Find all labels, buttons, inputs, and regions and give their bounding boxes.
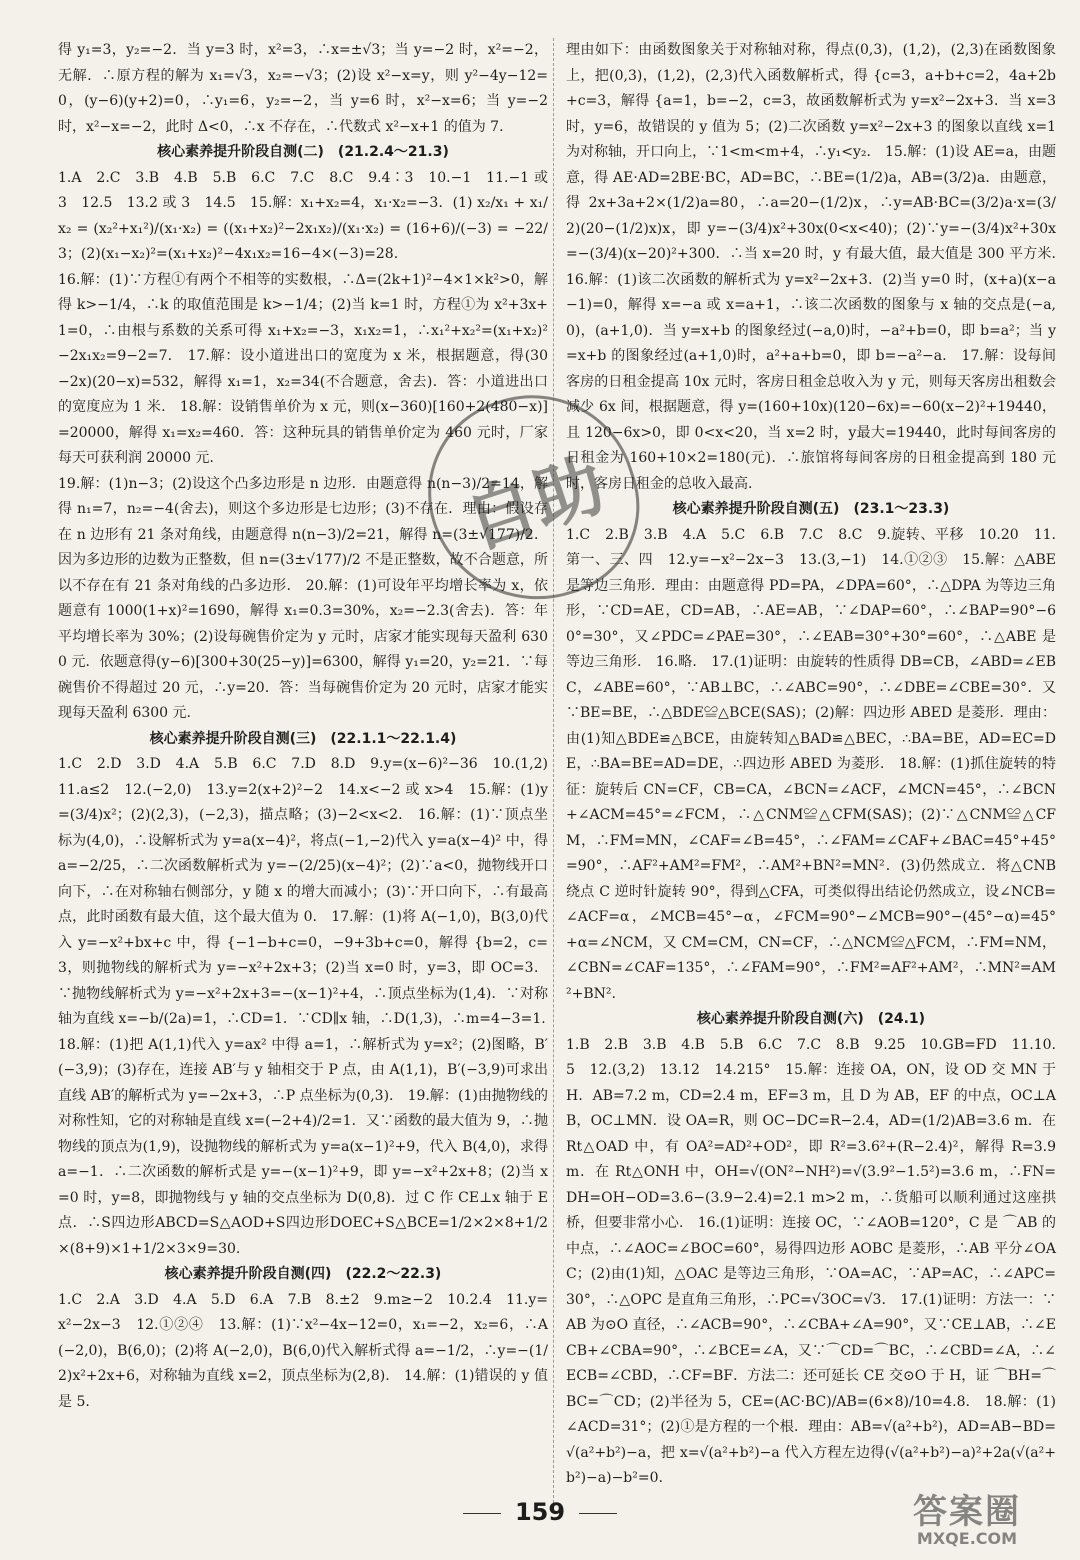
section-title: 核心素养提升阶段自测(二)	[157, 144, 324, 160]
answer-paragraph: 1.B 2.B 3.B 4.B 5.B 6.C 7.C 8.B 9.25 10.GB=FD 11.10.5 12.(3,2) 13.12 14.215° 15.解：连接 OA，ON，设 OD 交 MN 于 H．AB=7.2 m，CD=2.4 m，EF=3 m，且 D 为 AB，EF 的中点，OC⊥AB，OC⊥MN．设 OA=R，则 OC−DC=R−2.4，AD=(1/2)AB=3.6 m．在 Rt△OAD 中，有 OA²=AD²+OD²，即 R²=3.6²+(R−2.4)²，解得 R=3.9 m．在 Rt△ONH 中，OH=√(ON²−NH²)=√(3.9²−1.5²)=3.6 m，∴FN=DH=OH−OD=3.6−(3.9−2.4)=2.1 m>2 m，∴货船可以顺利通过这座拱桥，但要非常小心. 16.(1)证明：连接 OC，∵∠AOB=120°，C 是 ⌒AB 的中点，∴∠AOC=∠BOC=60°，易得四边形 AOBC 是菱形，∴AB 平分∠OAC；(2)由(1)知，△OAC 是等边三角形，∵OA=AC，∵AP=AC，∴∠APC=30°，∴△OPC 是直角三角形，∴PC=√3OC=√3. 17.(1)证明：方法一：∵AB 为⊙O 直径，∴∠ACB=90°，∴∠CBA+∠A=90°，又∵CE⊥AB，∴∠ECB+∠CBA=90°，∴∠BCE=∠A，又∵⌒CD=⌒BC，∴∠CBD=∠A，∴∠ECB=∠CBD，∴CF=BF．方法二：还可延长 CE 交⊙O 于 H，证 ⌒BH=⌒BC=⌒CD；(2)半径为 5，CE=(AC·BC)/AB=(6×8)/10=4.8. 18.解：(1)∠ACD=31°；(2)①是方程的一个根．理由：AB=√(a²+b²)，AD=AB−BD=√(a²+b²)−a，把 x=√(a²+b²)−a 代入方程左边得(√(a²+b²)−a)²+2a(√(a²+b²)−a)−b²=0.	[566, 1036, 1056, 1486]
right-column	[566, 38, 1070, 1492]
answer-paragraph: 1.C 2.A 3.D 4.A 5.D 6.A 7.B 8.±2 9.m≥−2 10.2.4 11.y=x²−2x−3 12.①②④ 13.解：(1)∵x²−4x−12=0，x₁=−2，x₂=6，∴A(−2,0)，B(6,0)；(2)将 A(−2,0)，B(6,0)代入解析式得 a=−1/2，∴y=−(1/2)x²+2x+6，对称轴为直线 x=2，顶点坐标为(2,8). 14.解：(1)错误的 y 值是 5.	[58, 1291, 548, 1410]
answer-paragraph: 1.C 2.B 3.B 4.A 5.C 6.B 7.C 8.C 9.旋转、平移 10.20 11.第一、三、四 12.y=−x²−2x−3 13.(3,−1) 14.①②③ 15.解：△ABE 是等边三角形．理由：由题意得 PD=PA，∠DPA=60°，∴△DPA 为等边三角形，∵CD=AE，CD=AB，∴AE=AB，∵∠DAP=60°，∴∠BAP=90°−60°=30°，又∠PDC=∠PAE=30°，∴∠EAB=30°+30°=60°，∴△ABE 是等边三角形. 16.略. 17.(1)证明：由旋转的性质得 DB=CB，∠ABD=∠EBC，∠ABE=60°，∵AB⊥BC，∴∠ABC=90°，∴∠DBE=∠CBE=30°．又∵BE=BE，∴△BDE≌△BCE(SAS)；(2)解：四边形 ABED 是菱形．理由：由(1)知△BDE≌△BCE，由旋转知△BAD≌△BEC，∴BA=BE，AD=EC=DE，∴BA=BE=AD=DE，∴四边形 ABED 为菱形. 18.解：(1)抓住旋转的特征：旋转后 CN=CF，CB=CA，∠BCN=∠ACF，∠MCN=45°，∴∠BCN+∠ACM=45°=∠FCM，∴△CNM≌△CFM(SAS)；(2)∵△CNM≌△CFM，∴FM=MN，∠CAF=∠B=45°，∴∠FAM=∠CAF+∠BAC=45°+45°=90°，∴AF²+AM²=FM²，∴AM²+BN²=MN²．(3)仍然成立．将△CNB 绕点 C 逆时针旋转 90°，得到△CFA，可类似得出结论仍然成立，设∠NCB=∠ACF=α，∠MCB=45°−α，∠FCM=90°−∠MCB=90°−(45°−α)=45°+α=∠NCM，又 CM=CM，CN=CF，∴△NCM≌△FCM，∴FM=NM，∠CBN=∠CAF=135°，∴∠FAM=90°，∴FM²=AF²+AM²，∴MN²=AM²+BN².	[566, 526, 1056, 1002]
answer-paragraph: 16.解：(1)∵方程①有两个不相等的实数根，∴Δ=(2k+1)²−4×1×k²>0，解得 k>−1/4，∴k 的取值范围是 k>−1/4；(2)当 k=1 时，方程①为 x²+3x+1=0，∴由根与系数的关系可得 x₁+x₂=−3，x₁x₂=1，∴x₁²+x₂²=(x₁+x₂)²−2x₁x₂=9−2=7. 17.解：设小道进出口的宽度为 x 米，根据题意，得(30−2x)(20−x)=532，解得 x₁=1，x₂=34(不合题意，舍去)．答：小道进出口的宽度应为 1 米. 18.解：设销售单价为 x 元，则(x−360)[160+2(480−x)]=20000，解得 x₁=x₂=460．答：这种玩具的销售单价定为 460 元时，厂家每天可获利润 20000 元.	[58, 271, 548, 466]
answer-paragraph: 18.解：(1)把 A(1,1)代入 y=ax² 中得 a=1，∴解析式为 y=x²；(2)图略，B′(−3,9)；(3)存在，连接 AB′与 y 轴相交于 P 点，由 A(1,1)，B′(−3,9)可求出直线 AB′的解析式为 y=−2x+3，∴P 点坐标为(0,3). 19.解：(1)由抛物线的对称性知，它的对称轴是直线 x=(−2+4)/2=1．又∵函数的最大值为 9，∴抛物线的顶点为(1,9)，设抛物线的解析式为 y=a(x−1)²+9，代入 B(4,0)，求得 a=−1．∴二次函数的解析式是 y=−(x−1)²+9，即 y=−x²+2x+8；(2)当 x=0 时，y=8，即抛物线与 y 轴的交点坐标为 D(0,8)．过 C 作 CE⊥x 轴于 E 点．∴S四边形ABCD=S△AOD+S四边形DOEC+S△BCE=1/2×2×8+1/2×(8+9)×1+1/2×3×9=30.	[58, 1036, 548, 1257]
left-column	[58, 38, 562, 1415]
watermark-text: 答案圈	[913, 1492, 1021, 1532]
section-range: (21.2.4～21.3)	[337, 144, 449, 160]
section-title: 核心素养提升阶段自测(五)	[672, 501, 840, 517]
section-heading	[58, 1262, 548, 1288]
section-heading	[58, 140, 548, 166]
section-heading	[58, 727, 548, 753]
column-divider	[553, 38, 554, 1508]
page-number: 159	[514, 1498, 566, 1526]
answer-paragraph: 1.C 2.D 3.D 4.A 5.B 6.C 7.D 8.D 9.y=(x−6)²−36 10.(1,2) 11.a≤2 12.(−2,0) 13.y=2(x+2)²−2 14.x<−2 或 x>4 15.解：(1)y=(3/4)x²；(2)(2,3)，(−2,3)，描点略；(3)−2<x<2. 16.解：(1)∵顶点坐标为(4,0)，∴设解析式为 y=a(x−4)²，将点(−1,−2)代入 y=a(x−4)² 中，得 a=−2/25，∴二次函数解析式为 y=−(2/25)(x−4)²；(2)∵a<0，抛物线开口向下，∴在对称轴右侧部分，y 随 x 的增大而减小；(3)∵开口向下，∴有最高点，此时函数有最大值，这个最大值为 0. 17.解：(1)将 A(−1,0)，B(3,0)代入 y=−x²+bx+c 中，得 {−1−b+c=0，−9+3b+c=0，解得 {b=2，c=3，则抛物线的解析式为 y=−x²+2x+3；(2)当 x=0 时，y=3，即 OC=3．∵抛物线解析式为 y=−x²+2x+3=−(x−1)²+4，∴顶点坐标为(1,4)．∵对称轴为直线 x=−b/(2a)=1，∴CD=1．∵CD∥x 轴，∴D(1,3)，∴m=4−3=1.	[58, 756, 562, 1027]
section-range: (23.1～23.3)	[853, 501, 950, 517]
section-title: 核心素养提升阶段自测(六)	[696, 1011, 864, 1027]
section-range: (24.1)	[877, 1011, 926, 1027]
section-heading	[566, 1007, 1056, 1033]
section-range: (22.1.1～22.1.4)	[330, 730, 457, 747]
answer-paragraph: 19.解：(1)n−3；(2)设这个凸多边形是 n 边形．由题意得 n(n−3)/2=14，解得 n₁=7，n₂=−4(舍去)，则这个多边形是七边形；(3)不存在．理由：假设存在 n 边形有 21 条对角线，由题意得 n(n−3)/2=21，解得 n=(3±√177)/2．因为多边形的边数为正整数，但 n=(3±√177)/2 不是正整数，故不合题意，所以不存在有 21 条对角线的凸多边形. 20.解：(1)可设年平均增长率为 x，依题意有 1000(1+x)²=1690，解得 x₁=0.3=30%，x₂=−2.3(舍去)．答：年平均增长率为 30%；(2)设每碗售价定为 y 元时，店家才能实现每天盈利 6300 元．依题意得(y−6)[300+30(25−y)]=6300，解得 y₁=20，y₂=21．∵每碗售价不得超过 20 元，∴y=20．答：当每碗售价定为 20 元时，店家才能实现每天盈利 6300 元.	[58, 475, 548, 721]
answer-paragraph: 得 y₁=3，y₂=−2．当 y=3 时，x²=3，∴x=±√3；当 y=−2 时，x²=−2，无解．∴原方程的解为 x₁=√3，x₂=−√3；(2)设 x²−x=y，则 y²−4y−12=0，(y−6)(y+2)=0，∴y₁=6，y₂=−2，当 y=6 时，x²−x=6；当 y=−2 时，x²−x=−2，此时 Δ<0，∴x 不存在，∴代数式 x²−x+1 的值为 7.	[58, 42, 548, 135]
section-range: (22.2～22.3)	[345, 1266, 442, 1282]
section-title: 核心素养提升阶段自测(三)	[149, 730, 317, 747]
answer-paragraph: 1.A 2.C 3.B 4.B 5.B 6.C 7.C 8.C 9.4∶3 10.−1 11.−1 或 3 12.5 13.2 或 3 14.5 15.解：x₁+x₂=4，x₁·x₂=−3．(1) x₂/x₁ + x₁/x₂ = (x₂²+x₁²)/(x₁·x₂) = ((x₁+x₂)²−2x₁x₂)/(x₁·x₂) = (16+6)/(−3) = −22/3；(2)(x₁−x₂)²=(x₁+x₂)²−4x₁x₂=16−4×(−3)=28.	[58, 169, 548, 262]
footer-dash-left	[463, 1513, 501, 1514]
footer-dash-right	[579, 1513, 617, 1514]
section-title: 核心素养提升阶段自测(四)	[164, 1266, 332, 1282]
watermark-logo	[872, 1490, 1062, 1552]
answer-paragraph: 理由如下：由函数图象关于对称轴对称，得点(0,3)，(1,2)，(2,3)在函数图象上，把(0,3)，(1,2)，(2,3)代入函数解析式，得 {c=3，a+b+c=2，4a+2b+c=3，解得 {a=1，b=−2，c=3，故函数解析式为 y=x²−2x+3．当 x=3 时，y=6，故错误的 y 值为 5；(2)二次函数 y=x²−2x+3 的图象以直线 x=1 为对称轴，开口向上，∵1<m<m+4，∴y₁<y₂. 15.解：(1)设 AE=a，由题意，得 AE·AD=2BE·BC，AD=BC，∴BE=(1/2)a，AB=(3/2)a．由题意，得 2x+3a+2×(1/2)a=80，∴a=20−(1/2)x，∴y=AB·BC=(3/2)a·x=(3/2)(20−(1/2)x)x，即 y=−(3/4)x²+30x(0<x<40)；(2)∵y=−(3/4)x²+30x=−(3/4)(x−20)²+300．∴当 x=20 时，y 有最大值，最大值是 300 平方米. 16.解：(1)该二次函数的解析式为 y=x²−2x+3．(2)当 y=0 时，(x+a)(x−a−1)=0，解得 x=−a 或 x=a+1，∴该二次函数的图象与 x 轴的交点是(−a,0)，(a+1,0)．当 y=x+b 的图象经过(−a,0)时，−a²+b=0，即 b=a²；当 y=x+b 的图象经过(a+1,0)时，a²+a+b=0，即 b=−a²−a. 17.解：设每间客房的日租金提高 10x 元时，客房日租金总收入为 y 元，则每天客房出租数会减少 6x 间，根据题意，得 y=(160+10x)(120−6x)=−60(x−2)²+19440，且 120−6x>0，即 0<x<20，当 x=2 时，y最大=19440，此时每间客房的日租金为 160+10×2=180(元)．∴旅馆将每间客房的日租金提高到 180 元时，客房日租金的总收入最高.	[566, 42, 1070, 492]
watermark-url: MXQE.COM	[916, 1529, 1018, 1548]
stamp-text: 自助	[455, 442, 614, 564]
